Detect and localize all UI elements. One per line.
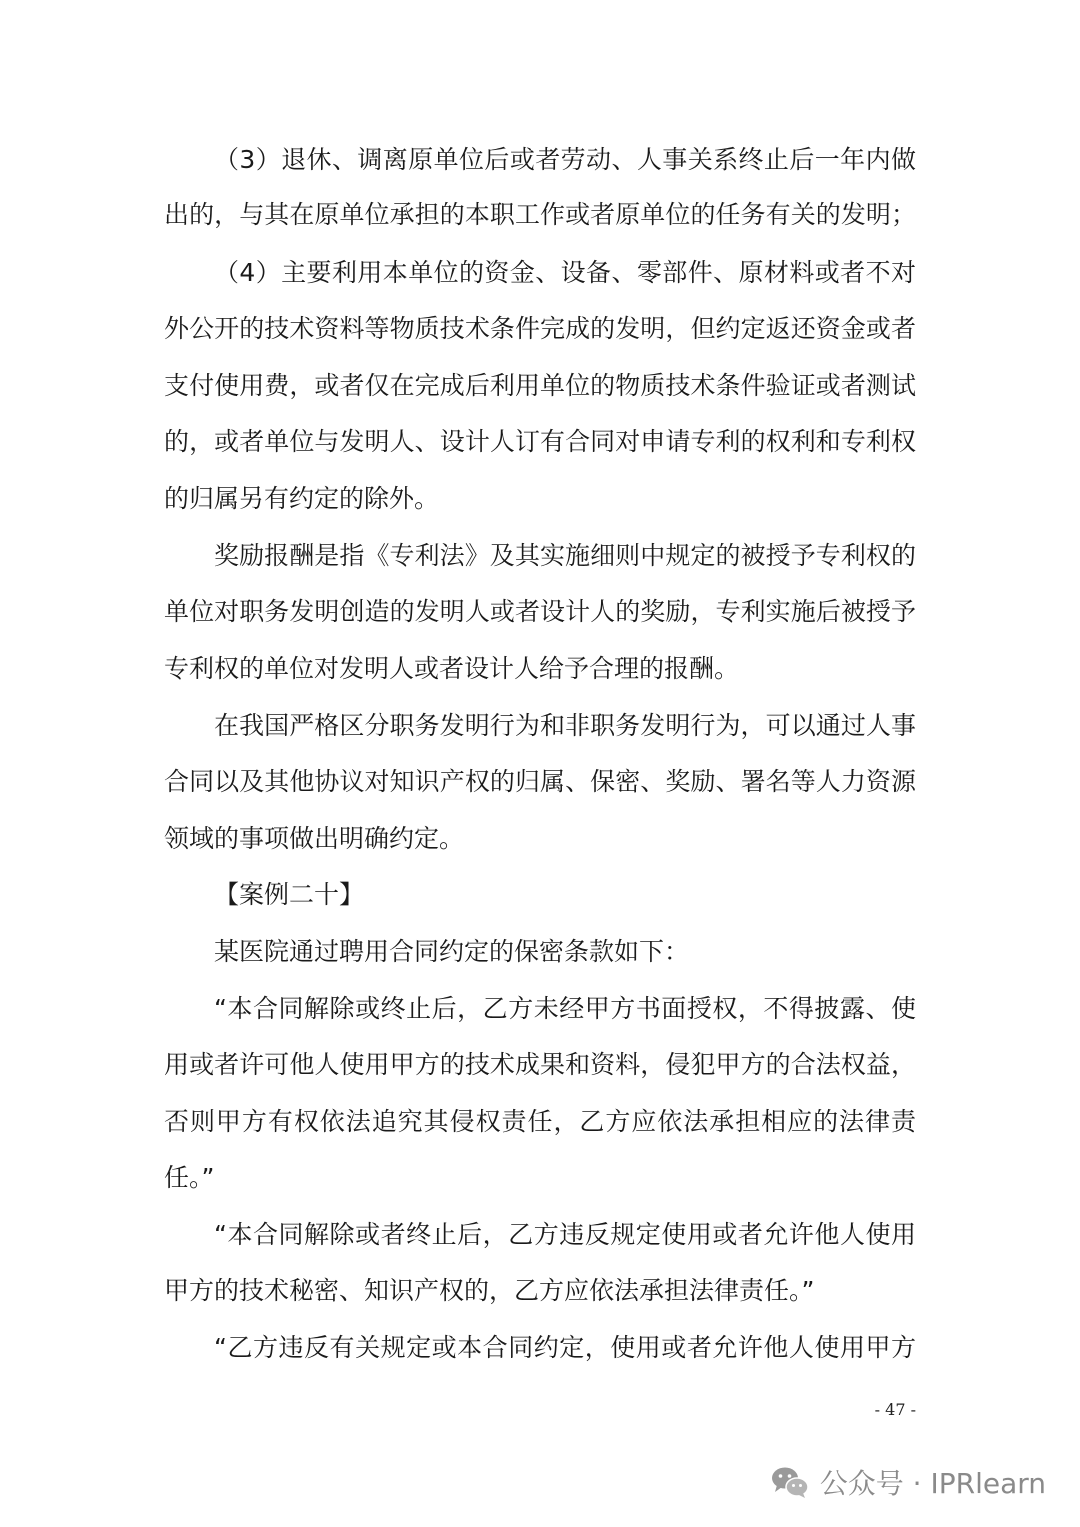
text-line: 支付使用费，或者仅在完成后利用单位的物质技术条件验证或者测试	[164, 371, 916, 400]
text-line: （4）主要利用本单位的资金、设备、零部件、原材料或者不对	[214, 258, 916, 287]
text-line: 合同以及其他协议对知识产权的归属、保密、奖励、署名等人力资源	[164, 767, 916, 796]
text-line: 用或者许可他人使用甲方的技术成果和资料，侵犯甲方的合法权益，	[164, 1050, 916, 1079]
text-line: 专利权的单位对发明人或者设计人给予合理的报酬。	[164, 654, 740, 683]
text-line: 外公开的技术资料等物质技术条件完成的发明，但约定返还资金或者	[164, 314, 916, 343]
text-line: 甲方的技术秘密、知识产权的，乙方应依法承担法律责任。”	[164, 1276, 815, 1305]
text-line: 任。”	[164, 1163, 215, 1192]
text-line: 单位对职务发明创造的发明人或者设计人的奖励，专利实施后被授予	[164, 597, 916, 626]
text-line: 否则甲方有权依法追究其侵权责任，乙方应依法承担相应的法律责	[164, 1107, 916, 1136]
text-line: 奖励报酬是指《专利法》及其实施细则中规定的被授予专利权的	[214, 541, 916, 570]
text-line: “本合同解除或者终止后，乙方违反规定使用或者允许他人使用	[214, 1220, 916, 1249]
text-line: 某医院通过聘用合同约定的保密条款如下：	[214, 937, 690, 966]
case-heading: 【案例二十】	[214, 880, 365, 909]
text-line: “本合同解除或终止后，乙方未经甲方书面授权，不得披露、使	[214, 994, 916, 1023]
text-line: 的，或者单位与发明人、设计人订有合同对申请专利的权利和专利权	[164, 427, 916, 456]
watermark	[770, 1462, 1046, 1502]
watermark-text: 公众号 · IPRlearn	[819, 1467, 1046, 1500]
text-line: 出的，与其在原单位承担的本职工作或者原单位的任务有关的发明；	[164, 200, 916, 229]
text-line: “乙方违反有关规定或本合同约定，使用或者允许他人使用甲方	[214, 1333, 916, 1362]
text-line: 在我国严格区分职务发明行为和非职务发明行为，可以通过人事	[214, 711, 916, 740]
text-line: 的归属另有约定的除外。	[164, 484, 440, 513]
text-line: （3）退休、调离原单位后或者劳动、人事关系终止后一年内做	[214, 145, 916, 174]
wechat-icon	[770, 1465, 810, 1499]
text-line: 领域的事项做出明确约定。	[164, 824, 465, 853]
page-number: - 47 -	[874, 1400, 916, 1419]
